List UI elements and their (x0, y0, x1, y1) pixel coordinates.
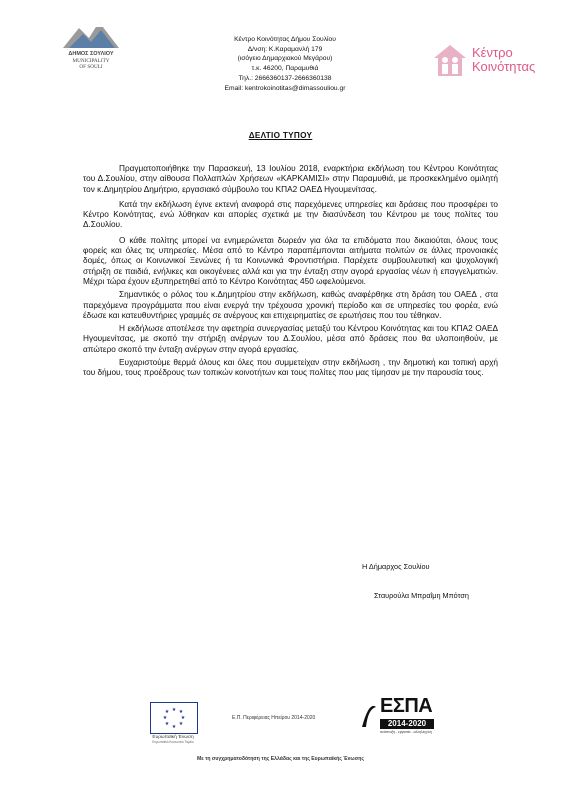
funding-logos (150, 697, 440, 757)
paragraph: Ευχαριστούμε θερμά όλους και όλες που συμμετείχαν στην εκδήλωση , την δημοτική και τοπική αρχή του δήμου, τους προέδρους των τοπικών κοινοτήτων και τους πολίτες που μας τίμησαν με την παρουσία τους. (83, 358, 498, 378)
espa-logo (360, 697, 436, 739)
svg-text:★: ★ (164, 721, 170, 727)
espa-slogan: ανάπτυξη - εργασία - αλληλεγγύη (380, 730, 432, 734)
eu-subcaption: Ευρωπαϊκό Κοινωνικό Ταμείο (152, 740, 194, 744)
document-title: ΔΕΛΤΙΟ ΤΥΠΟΥ (248, 131, 313, 140)
address-line: Κέντρο Κοινότητας Δήμου Σουλίου (234, 36, 336, 43)
logo-word-1: Κέντρο (472, 45, 513, 60)
contact-block (185, 35, 385, 93)
press-release-body (83, 164, 498, 382)
svg-text:★: ★ (171, 707, 177, 713)
community-center-logo (432, 42, 552, 82)
paragraph: Σημαντικός ο ρόλος του κ.Δημητρίου στην εκδήλωση, καθώς αναφέρθηκε στη δράση του ΟΑΕΔ , στα παρεχόμενα προγράμματα που είναι ενεργά την τρέχουσα χρονική περίοδο και σε υπηρεσίες του φορέα, ενώ έδωσε και κατευθυντήριες γραμμές σε ανέργους και επιχειρηματίες σε ερωτήσεις που του τέθηκαν. (83, 290, 498, 320)
eu-logo (150, 702, 196, 744)
region-program: Ε.Π. Περιφέρειας Ηπείρου 2014-2020 (232, 715, 316, 721)
logo-line-3: OF SOULI (79, 64, 103, 70)
paragraph: Ο κάθε πολίτης μπορεί να ενημερώνεται δωρεάν για όλα τα επιδόματα που δικαιούται, όλους τους φορείς και όλες τις υπηρεσίες. Μέσα από το Κέντρο παραπέμπονται αιτήματα πολιτών σε άλλες προνοιακές δομές, όπως οι Κοινωνικοί Ξενώνες ή τα Κοινωνικά Φροντιστήρια. Παρέχετε συμβουλευτική και ψυχολογική στήριξη σε παιδιά, ενήλικες και οικογένειες αλλά και για την ένταξη στην αγορά εργασίας νέων ή επαγγελματιών. Μέχρι τώρα έχουν εξυπηρετηθεί από το Κέντρο Κοινότητας 450 ωφελούμενοι. (83, 235, 498, 286)
address-line: τ.κ. 46200, Παραμυθιά (251, 65, 319, 73)
municipality-logo (56, 18, 126, 70)
address-line: Δ/νση: Κ.Καραμανλή 179 (247, 45, 323, 53)
mountains-icon (61, 18, 121, 50)
svg-text:★: ★ (178, 709, 184, 715)
svg-text:★: ★ (171, 724, 177, 730)
paragraph: Πραγματοποιήθηκε την Παρασκευή, 13 Ιουλίου 2018, εναρκτήρια εκδήλωση του Κέντρου Κοινότητας του Δ.Σουλίου, στην αίθουσα Πολλαπλών Χρήσεων «ΚΑΡΚΑΜΙΣΙ» στην Παραμυθιά, με προσκεκλημένο ομιλητή τον κ.Δημητρίου Δημήτριο, εργασιακό σύμβουλο του ΚΠΑ2 ΟΑΕΔ Ηγουμενίτσας. (83, 164, 498, 194)
svg-text:★: ★ (178, 721, 184, 727)
espa-years: 2014-2020 (380, 719, 434, 729)
email-line: Email: kentrokoinotitas@dimassouliou.gr (224, 84, 346, 92)
eu-flag-icon (150, 702, 198, 734)
espa-title: ΕΣΠΑ (380, 695, 433, 717)
svg-text:★: ★ (162, 715, 168, 721)
paragraph: Κατά την εκδήλωση έγινε εκτενή αναφορά στις παρεχόμενες υπηρεσίες και δράσεις που προσφέρει το Κέντρο Κοινότητας, ενώ λύθηκαν και απορίες σχετικά με την διασύνδεση του Κέντρου με τους πολίτες του Δ.Σουλίου. (83, 199, 498, 230)
logo-line-1: ΔΗΜΟΣ ΣΟΥΛΙΟΥ (68, 51, 114, 57)
paragraph: Η εκδήλωσε αποτέλεσε την αφετηρία συνεργασίας μεταξύ του Κέντρου Κοινότητας και του ΚΠΑ2 ΟΑΕΔ Ηγουμενίτσας, με σκοπό την στήριξη ανέργων του Δ.Σουλίου, μέσα από δράσεις που θα υλοποιηθούν, με απώτερο σκοπό την ένταξη ανέργων στην αγορά εργασίας. (83, 324, 498, 354)
signature-name: Σταυρούλα Μπραΐμη Μπότση (374, 591, 469, 600)
eu-caption: Ευρωπαϊκή Ένωση (152, 735, 194, 740)
espa-emblem-icon (360, 699, 378, 729)
address-line: (ισόγειο Δημαρχιακού Μεγάρου) (237, 55, 333, 63)
svg-text:★: ★ (180, 715, 186, 721)
logo-word-2: Κοινότητας (472, 59, 536, 74)
cofinancing-note: Με τη συγχρηματοδότηση της Ελλάδας και της Ευρωπαϊκής Ένωσης (197, 756, 364, 762)
phone-line: Τηλ.: 2666360137-2666360138 (238, 74, 332, 82)
logo-line-2: MUNICIPALITY (72, 58, 110, 64)
house-people-icon (432, 42, 468, 78)
signature-role: Η Δήμαρχος Σουλίου (362, 562, 430, 571)
svg-text:★: ★ (164, 709, 170, 715)
